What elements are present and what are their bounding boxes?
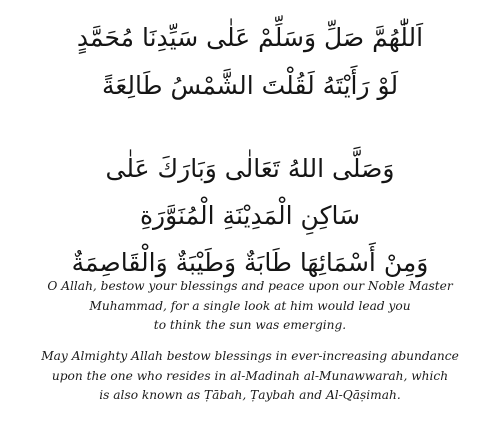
- translation-line: Muhammad, for a single look at him would lead you: [89, 298, 411, 313]
- arabic-line: سَاكِنِ الْمَدِيْنَةِ الْمُنَوَّرَةِ: [139, 201, 361, 230]
- translation-paragraph-1: [20, 277, 480, 336]
- arabic-verse-1: [40, 14, 460, 110]
- arabic-line: وَمِنْ أَسْمَائِهَا طَابَةٌ وَطَيْبَةٌ وَالْقَاصِمَةٌ: [71, 248, 429, 277]
- arabic-verse-2: [40, 145, 460, 286]
- arabic-line: اَللّٰهُمَّ صَلِّ وَسَلِّمْ عَلٰى سَيِّدِنَا مُحَمَّدٍ: [76, 23, 424, 52]
- translation-line: is also known as Ṭābah, Ṭaybah and Al-Qāṣimah.: [99, 388, 401, 402]
- arabic-line: وَصَلَّى اللهُ تَعَالٰى وَبَارَكَ عَلٰى: [105, 154, 395, 183]
- translation-paragraph-2: [20, 347, 480, 406]
- translation-line: to think the sun was emerging.: [153, 318, 347, 332]
- translation-line: upon the one who resides in al-Madinah al-Munawwarah, which: [51, 368, 449, 383]
- translation-line: O Allah, bestow your blessings and peace upon our Noble Master: [47, 279, 453, 293]
- arabic-line: لَوْ رَأَيْتَهُ لَقُلْتَ الشَّمْسُ طَالِعَةً: [101, 71, 399, 100]
- translation-line: May Almighty Allah bestow blessings in ever-increasing abundance: [41, 349, 459, 363]
